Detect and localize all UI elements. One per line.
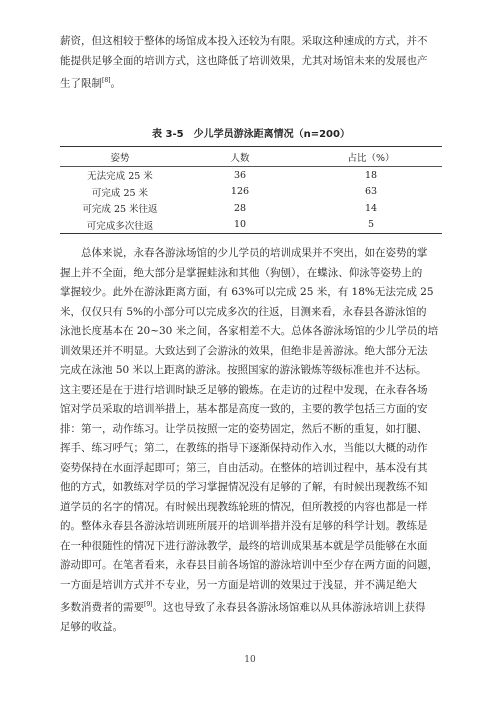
body-paragraph <box>60 244 442 638</box>
table-cell: 可完成 25 米 <box>91 187 149 199</box>
text-line: 完成在泳池 50 米以上距离的游泳。按照国家的游泳锻炼等级标准也并不达标。 <box>60 364 427 376</box>
text-line: 一方面是培训方式并不专业，另一方面是培训的效果过于浅显，并不满足绝大 <box>60 578 417 591</box>
table-cell: 36 <box>233 169 247 181</box>
text-line: 足够的收益。 <box>60 621 123 633</box>
table-header-cell: 姿势 <box>60 147 180 167</box>
table-header-row <box>60 147 442 167</box>
text-fragment: 生了限制 <box>60 77 102 90</box>
text-line: 的。整体永春县各游泳培训班所展开的培训举措并没有足够的科学计划。教练是 <box>60 520 428 532</box>
table-row <box>60 217 442 234</box>
text-line: 米，仅仅只有 5%的小部分可以完成多次的往返，目测来看，永春县各游泳馆的 <box>60 305 427 318</box>
table-cell: 28 <box>233 202 247 214</box>
table-cell: 18 <box>364 169 378 181</box>
text-line: 道学员的名字的情况。有时候出现教练轮班的情况，但所教授的内容也都是一样 <box>60 500 428 513</box>
table-header-cell: 人数 <box>180 147 300 167</box>
citation-marker: [9] <box>144 601 153 608</box>
table-cell: 14 <box>364 202 378 214</box>
text-line: 游动即可。在笔者看来，永春县目前各场馆的游泳培训中至少存在两方面的问题， <box>60 559 438 571</box>
text-line: 掌握较少。此外在游泳距离方面，有 63%可以完成 25 米，有 18%无法完成 25 <box>60 286 434 298</box>
text-line: 排：第一，动作练习。让学员按照一定的姿势固定，然后不断的重复，如打腿、 <box>60 422 428 435</box>
table-row <box>60 200 442 217</box>
table-cell: 63 <box>364 186 378 198</box>
table-cell: 无法完成 25 米 <box>87 171 153 183</box>
text-line: 薪资，但这相较于整体的场馆成本投入还较为有限。采取这种速成的方式，并不 <box>60 35 428 47</box>
table-cell: 10 <box>233 219 247 231</box>
text-line: 能提供足够全面的培训方式，这也降低了培训效果，尤其对场馆未来的发展也产 <box>60 54 428 67</box>
text-line <box>60 595 442 618</box>
text-line: 挥手、练习呼气；第二，在教练的指导下逐渐保持动作入水，当能以大概的动作 <box>60 442 428 454</box>
table-row <box>60 167 442 184</box>
intro-paragraph <box>60 32 442 94</box>
text-line: 泳池长度基本在 20~30 米之间，各家相差不大。总体各游泳场馆的少儿学员的培 <box>60 325 439 337</box>
table-caption: 表 3-5 少儿学员游泳距离情况（n=200） <box>152 129 350 140</box>
page-number: 10 <box>244 655 256 665</box>
distance-table <box>60 146 442 234</box>
text-line: 这主要还是在于进行培训时缺乏足够的锻炼。在走访的过程中发现，在永春各场 <box>60 383 428 396</box>
table-row <box>60 184 442 201</box>
table-cell: 可完成多次往返 <box>86 220 154 232</box>
text-fragment: 多数消费者的需要 <box>60 601 144 614</box>
table-cell: 5 <box>367 219 375 231</box>
table-header-cell: 占比（%） <box>300 147 442 167</box>
text-line: 在一种很随性的情况下进行游泳教学，最终的培训成果基本就是学员能够在水面 <box>60 539 428 552</box>
text-fragment: 。这也导致了永春县各游泳场馆难以从具体游泳培训上获得 <box>152 601 426 614</box>
text-line: 握上并不全面，绝大部分是掌握蛙泳和其他（狗刨），在蝶泳、仰泳等姿势上的 <box>60 266 423 279</box>
text-line: 姿势保持在水面浮起即可；第三，自由活动。在整体的培训过程中，基本没有其 <box>60 461 428 474</box>
text-line: 馆对学员采取的培训举措上，基本都是高度一致的，主要的教学包括三方面的安 <box>60 403 428 415</box>
citation-marker: [8] <box>102 77 111 84</box>
table-cell: 126 <box>230 186 250 198</box>
text-line: 他的方式，如教练对学员的学习掌握情况没有足够的了解，有时候出现教练不知 <box>60 481 428 493</box>
text-line: 总体来说，永春各游泳场馆的少儿学员的培训成果并不突出，如在姿势的掌 <box>60 247 428 259</box>
text-fragment: 。 <box>110 77 121 90</box>
text-line <box>60 71 442 94</box>
text-line: 训效果还并不明显。大致达到了会游泳的效果，但绝非是善游泳。绝大部分无法 <box>60 344 428 357</box>
table-cell: 可完成 25 米往返 <box>82 204 158 216</box>
